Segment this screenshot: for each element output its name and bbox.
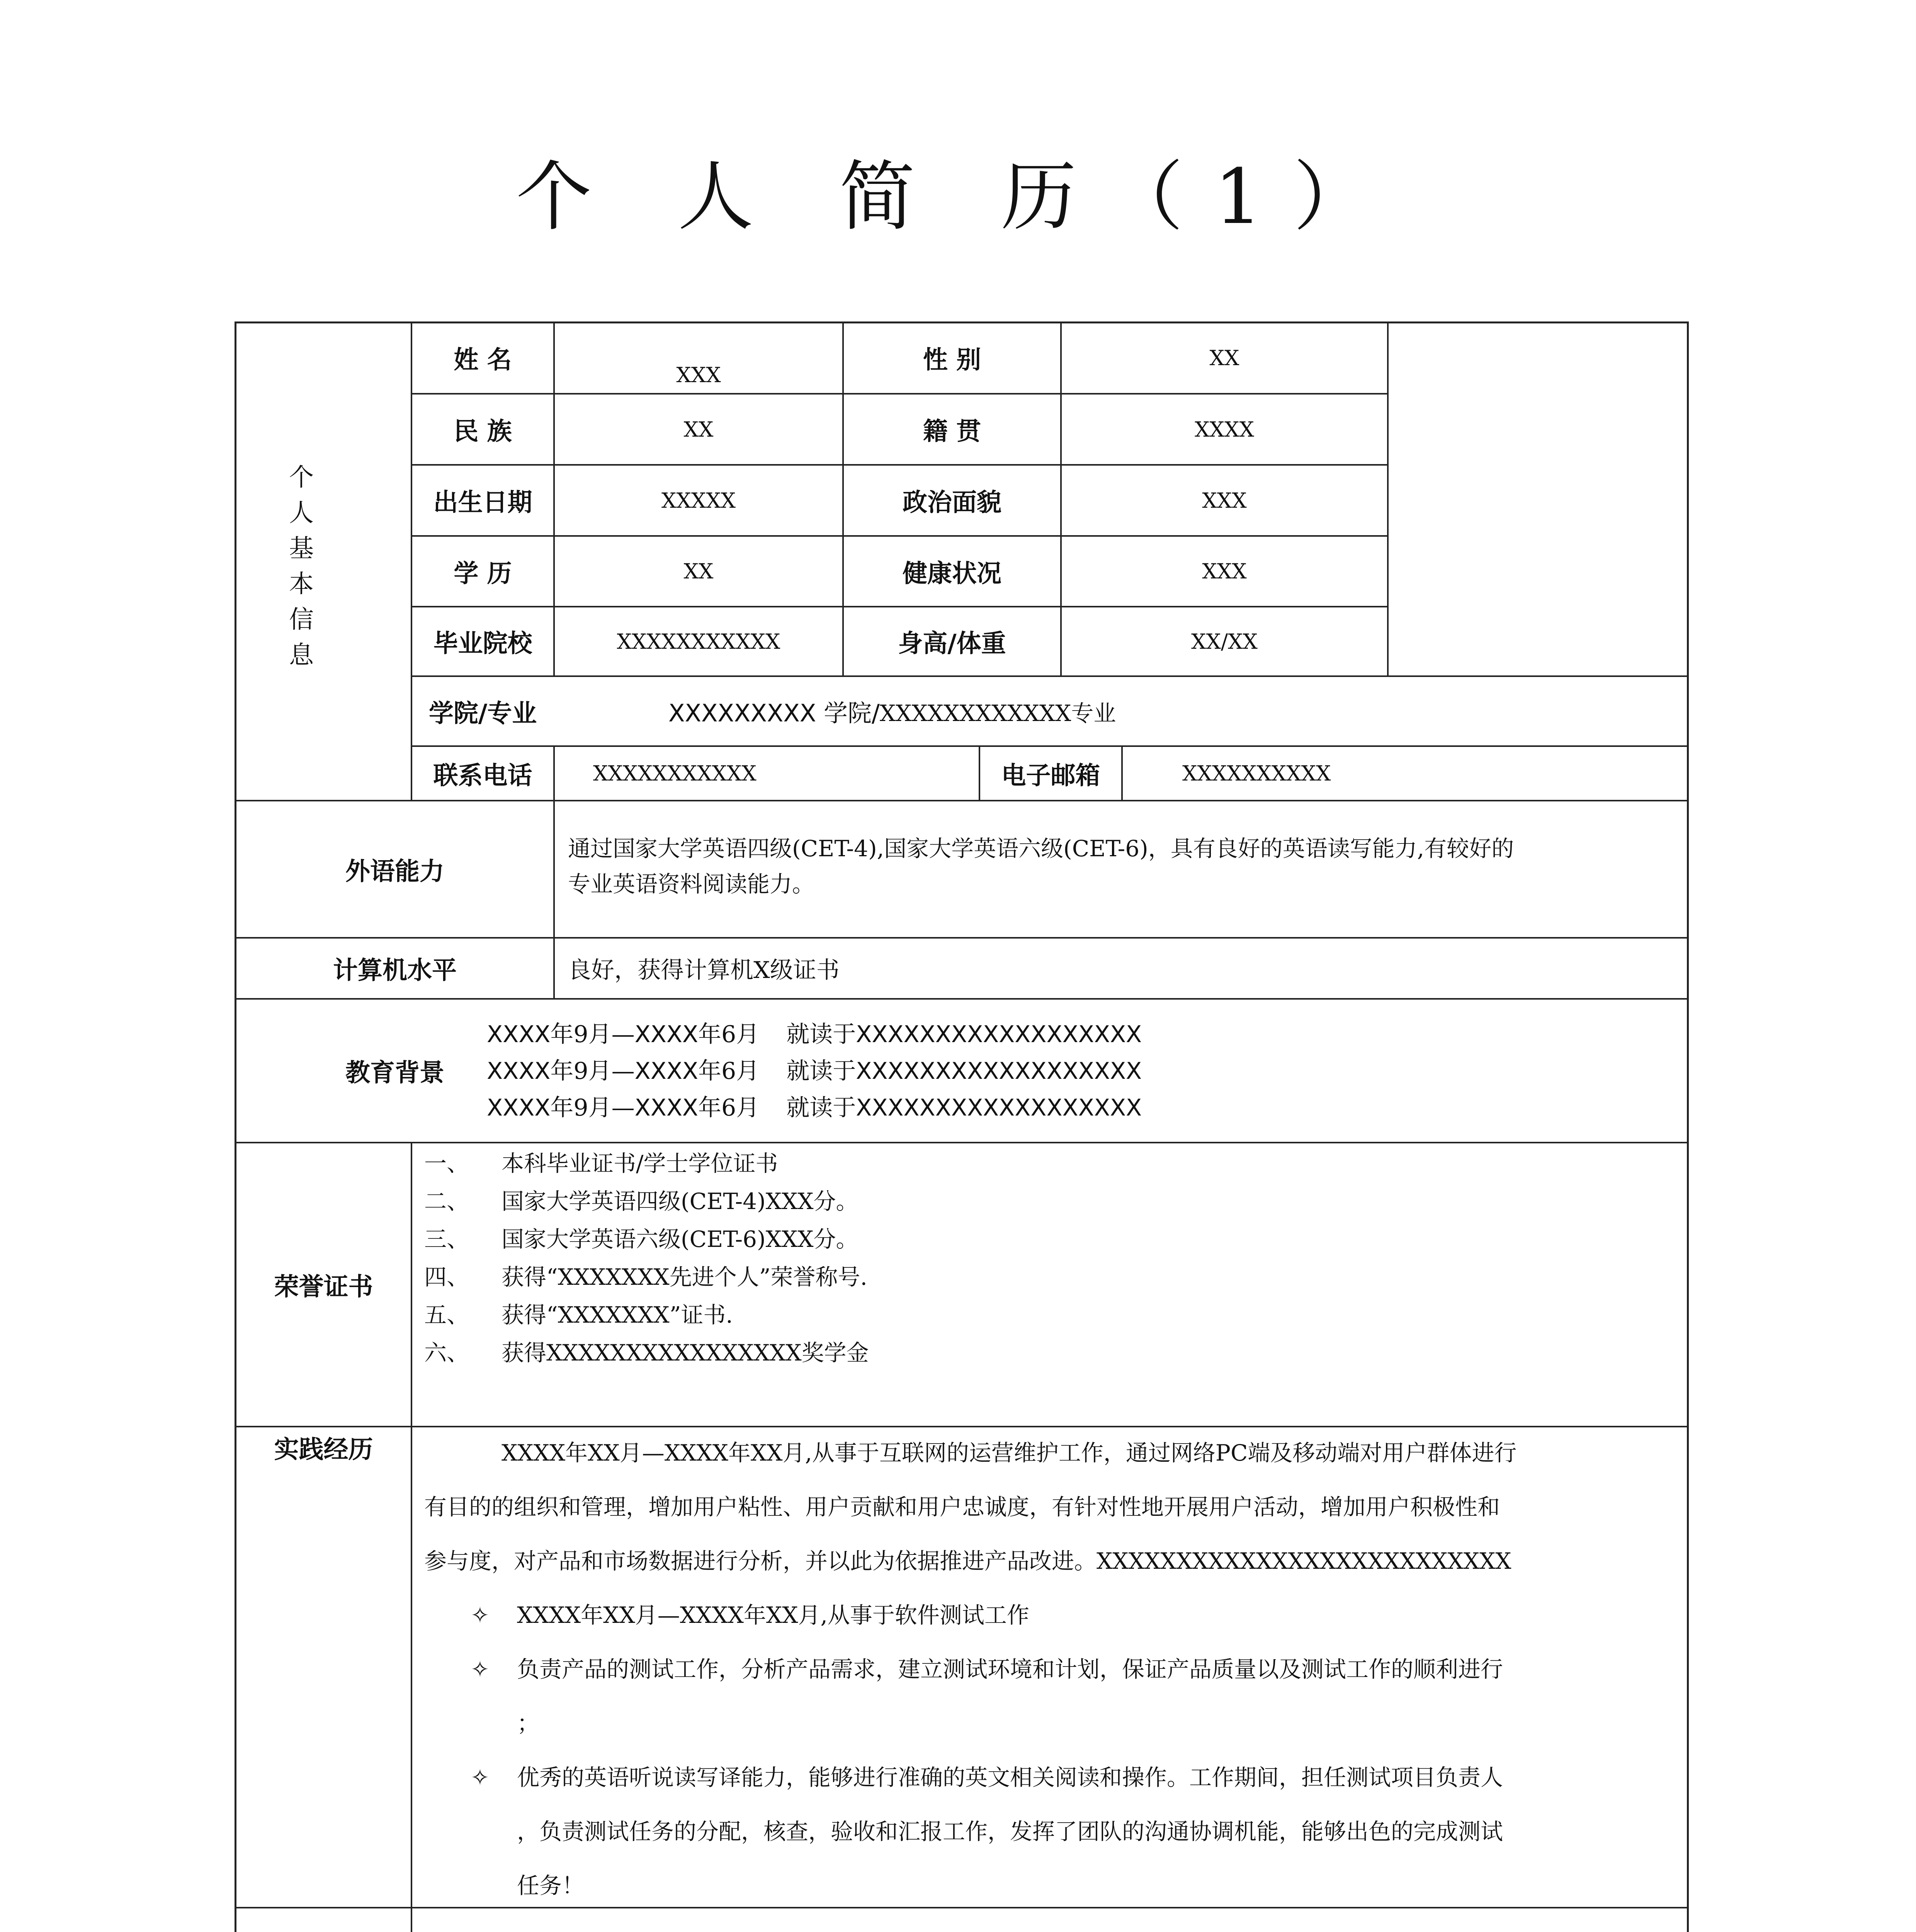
list-item: XXXX年9月—XXXX年6月 就读于XXXXXXXXXXXXXXXXXX [487, 1058, 1142, 1085]
health-label: 健康状况 [903, 559, 1001, 588]
height-weight-label: 身高/体重 [898, 629, 1006, 658]
major-value: XXXXXXXXX 学院/ XXXXXXXXXXXX专业 [668, 699, 1116, 727]
list-item: 五、 获得“XXXXXXX”证书. [424, 1302, 733, 1328]
practice-text: XXXX年XX月—XXXX年XX月,从事于互联网的运营维护工作，通过网络PC端及移动端对用户群体进行 有目的的组织和管理，增加用户粘性、用户贡献和用户忠诚度，有针对性地开展用户活动，增加用户积极性和 参与度，对产品和市场数据进行分析，并以此为依据推进产品改进。XXXXXXXXXXXXXXXXXXXXXXXXXX ✧ XXXX年XX月—XXXX年XX月,从事于软件测试工作 ✧ 负责产品的测试工作，分析产品需求，建立测试环境和计划，保证产品质量以及测试工作的顺利进行 ； ✧ 优秀的英语听说读写译能力，能够进行准确的英文相关阅读和操作。工作期间，担任测试项目负责人 ，负责测试任务的分配，核查，验收和汇报工作，发挥了团队的沟通协调机能，能够出色的完成测试 任务！ [424, 1426, 1672, 1913]
height-weight-value: XX/XX [1191, 629, 1258, 654]
list-item: 四、 获得“XXXXXXX先进个人”荣誉称号. [424, 1264, 867, 1290]
email-value: XXXXXXXXXX [1182, 761, 1331, 786]
major-label: 学院/专业 [428, 699, 537, 728]
health-value: XXX [1202, 559, 1247, 583]
honors-list [424, 1145, 869, 1372]
hobbies-value [424, 1908, 911, 1932]
foreign-language-label: 外语能力 [345, 857, 444, 886]
political-status-label: 政治面貌 [903, 488, 1001, 517]
native-place-value: XXXX [1195, 417, 1254, 442]
page-title: 个 人 简 历（1） [516, 153, 1400, 241]
education-level-label: 学 历 [454, 559, 512, 588]
email-label: 电子邮箱 [1001, 761, 1100, 790]
list-item: XXXX年9月—XXXX年6月 就读于XXXXXXXXXXXXXXXXXX [487, 1021, 1142, 1048]
ethnicity-value: XX [683, 417, 714, 442]
list-item: 三、 国家大学英语六级(CET-6)XXX分。 [424, 1226, 859, 1252]
bullet-icon: ✧ [471, 1656, 490, 1682]
list-item: 六、 获得XXXXXXXXXXXXXXXX奖学金 [424, 1340, 869, 1366]
political-status-value: XXX [1202, 488, 1247, 513]
list-item: ✧ XXXX年XX月—XXXX年XX月,从事于软件测试工作 [424, 1588, 1672, 1642]
native-place-label: 籍 贯 [923, 417, 981, 446]
school-value: XXXXXXXXXXX [617, 629, 780, 654]
gender-value: XX [1209, 345, 1239, 370]
education-list [487, 1016, 1142, 1126]
computer-skill-value: 良好，获得计算机X级证书 [568, 957, 840, 984]
name-label: 姓 名 [454, 346, 512, 374]
hobbies-label [236, 1908, 411, 1932]
practice-label: 实践经历 [274, 1435, 373, 1464]
list-item: ✧ 优秀的英语听说读写译能力，能够进行准确的英文相关阅读和操作。工作期间，担任测试项目负责人 [424, 1750, 1672, 1804]
foreign-language-text: 通过国家大学英语四级(CET-4),国家大学英语六级(CET-6)，具有良好的英语读写能力,有较好的 专业英语资料阅读能力。 [568, 835, 1514, 897]
birth-date-value: XXXXX [661, 488, 736, 513]
education-label: 教育背景 [345, 1059, 444, 1087]
bullet-icon: ✧ [471, 1602, 490, 1628]
phone-value: XXXXXXXXXXX [593, 761, 757, 786]
school-label: 毕业院校 [433, 629, 532, 658]
list-item: 一、 本科毕业证书/学士学位证书 [424, 1150, 778, 1177]
education-level-value: XX [683, 559, 714, 583]
computer-skill-label: 计算机水平 [333, 956, 457, 985]
list-item: ✧ 负责产品的测试工作，分析产品需求，建立测试环境和计划，保证产品质量以及测试工作的顺利进行 [424, 1642, 1672, 1696]
list-item: 二、 国家大学英语四级(CET-4)XXX分。 [424, 1188, 859, 1214]
list-item: XXXX年9月—XXXX年6月 就读于XXXXXXXXXXXXXXXXXX [487, 1094, 1142, 1121]
honors-label: 荣誉证书 [274, 1272, 373, 1301]
ethnicity-label: 民 族 [454, 417, 512, 446]
gender-label: 性 别 [923, 346, 981, 374]
bullet-icon: ✧ [471, 1764, 490, 1791]
birth-date-label: 出生日期 [433, 488, 532, 517]
name-value: XXX [676, 362, 721, 387]
basic-info-section-label: 个 人 基 本 信 息 [289, 463, 314, 670]
phone-label: 联系电话 [433, 761, 532, 790]
